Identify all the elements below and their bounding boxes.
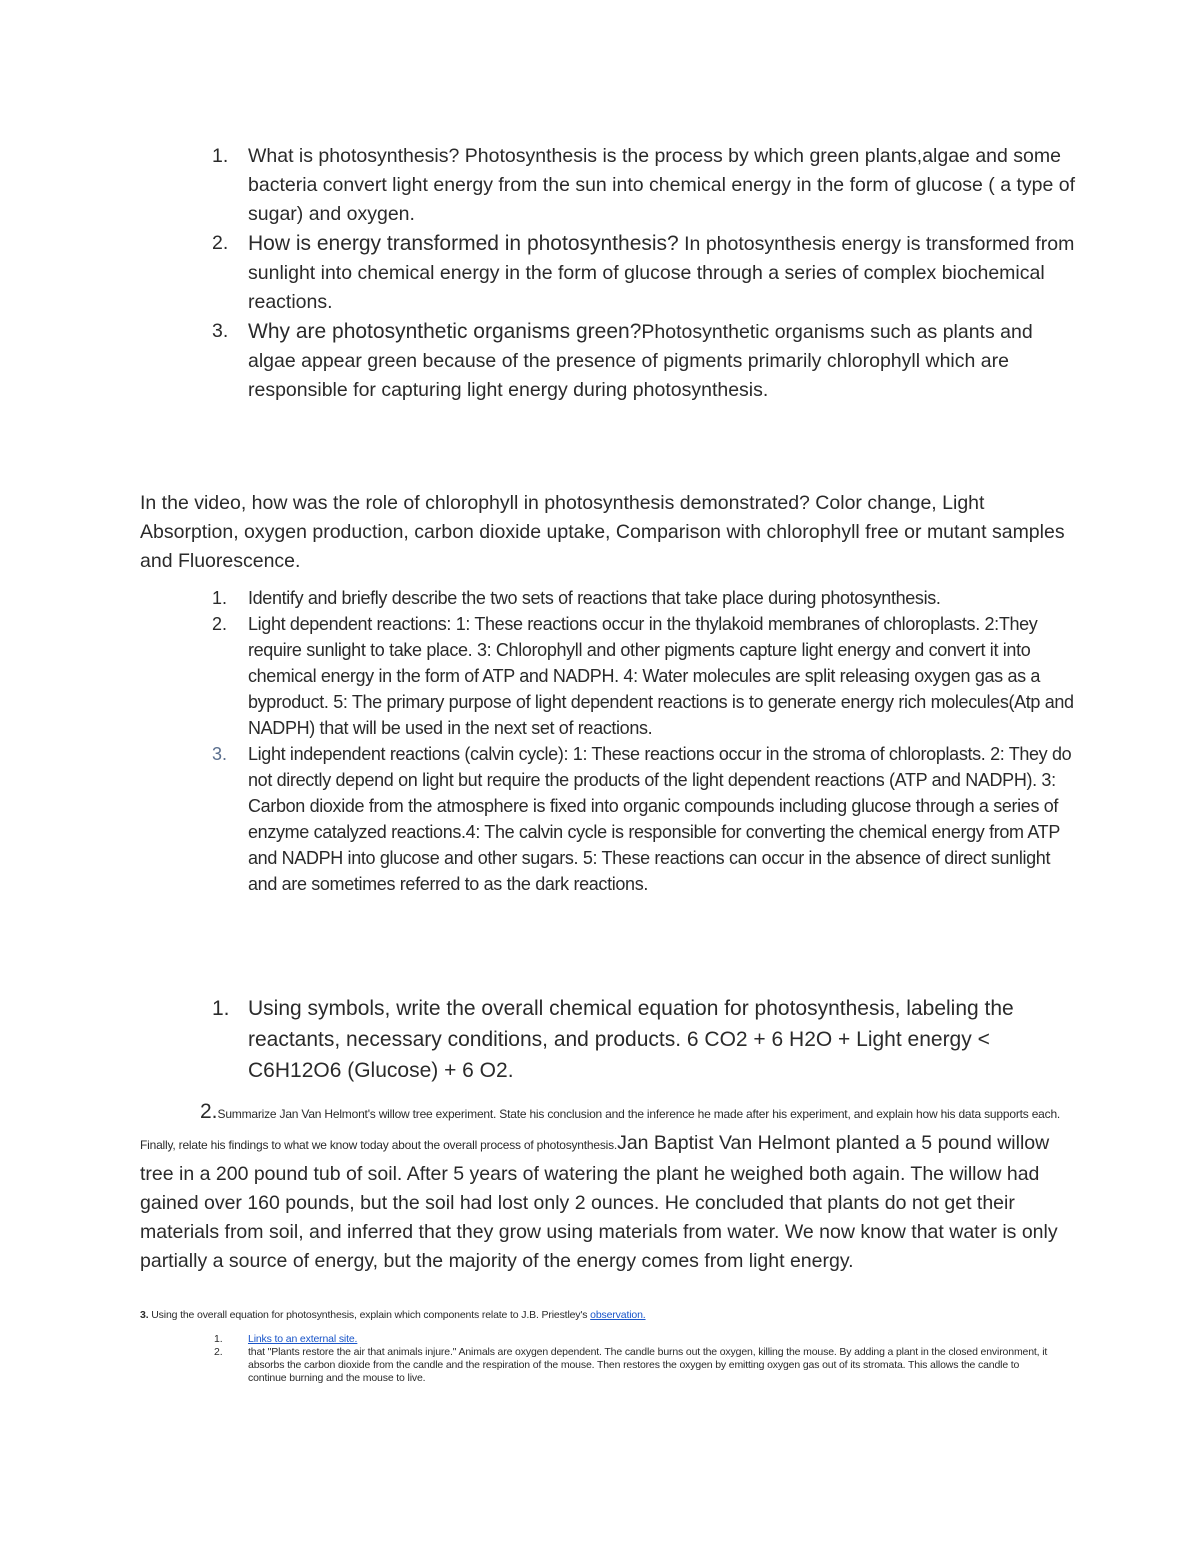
priestley-list [140,1333,1060,1385]
list-item [140,585,1080,611]
photosynthesis-questions-list [140,142,1080,405]
priestley-question-text: Using the overall equation for photosynthesis, explain which components relate to J.B. Priestley's [148,1309,591,1321]
list-item [140,611,1080,741]
list-item [140,741,1080,897]
question-text: How is energy transformed in photosynthesis? [248,232,679,255]
priestley-question [140,1307,1080,1323]
video-question-paragraph: In the video, how was the role of chlorophyll in photosynthesis demonstrated? Color change, Light Absorption, oxygen production, carbon dioxide uptake, Comparison with chlorophyll free or mutant samples and Fluorescence. [140,492,1065,572]
helmont-question: Summarize Jan Van Helmont's willow tree experiment. State his conclusion and the inference he made after his experiment, and explain how his data supports each. Finally, relate his findings to what we know today about the overall process of photosynthesis. [140,1107,1061,1152]
list-item [140,317,1080,405]
helmont-answer: Jan Baptist Van Helmont planted a 5 pound willow tree in a 200 pound tub of soil. After 5 years of watering the plant he weighed both again. The willow had gained over 160 pounds, but the soil had lost only 2 ounces. He concluded that plants do not get their materials from soil, and inferred that they grow using materials from water. We now know that water is only partially a source of energy, but the majority of the energy comes from light energy. [140,1132,1058,1272]
list-item [140,1333,1060,1346]
list-number: 1. [212,145,229,167]
list-item-text: Light dependent reactions: 1: These reactions occur in the thylakoid membranes of chloroplasts. 2:They require sunlight to take place. 3: Chlorophyll and other pigments capture light energy and convert it into chemical energy in the form of ATP and NADPH. 4: Water molecules are split releasing oxygen gas as a byproduct. 5: The primary purpose of light dependent reactions is to generate energy rich molecules(Atp and NADPH) that will be used in the next set of reactions. [248,614,1074,738]
list-item-text: Identify and briefly describe the two sets of reactions that take place during photosynthesis. [248,588,941,608]
list-item [140,1346,1060,1385]
answer-text: Photosynthetic organisms such as plants and algae appear green because of the presence of pigments primarily chlorophyll which are responsible for capturing light energy during photosynthesis. [248,321,1033,401]
equation-list [140,993,1080,1086]
list-number: 3. [212,320,229,342]
list-item-text: Light independent reactions (calvin cycle): 1: These reactions occur in the stroma of chloroplasts. 2: They do not directly depend on light but require the products of the light dependent reactions (ATP and NADPH). 3: Carbon dioxide from the atmosphere is fixed into organic compounds including glucose through a series of enzyme catalyzed reactions.4: The calvin cycle is responsible for converting the chemical energy from ATP and NADPH into glucose and other sugars. 5: These reactions can occur in the absence of direct sunlight and are sometimes referred to as the dark reactions. [248,744,1072,894]
list-item-text: that "Plants restore the air that animals injure." Animals are oxygen dependent. The candle burns out the oxygen, killing the mouse. By adding a plant in the closed environment, it absorbs the carbon dioxide from the candle and the respiration of the mouse. Then restores the oxygen by emitting oxygen gas out of its stromata. This allows the candle to continue burning and the mouse to live. [248,1346,1048,1384]
reactions-list [140,585,1080,897]
helmont-paragraph [140,1097,1080,1276]
list-item [140,229,1080,317]
list-item [140,142,1080,229]
list-number: 1. [212,588,228,608]
list-number: 1. [214,1333,223,1345]
external-site-link[interactable]: Links to an external site. [248,1333,358,1345]
answer-text: Photosynthesis is the process by which green plants,algae and some bacteria convert light energy from the sun into chemical energy in the form of glucose ( a type of sugar) and oxygen. [248,145,1076,225]
list-number: 2. [212,232,229,254]
question-text: Why are photosynthetic organisms green? [248,320,642,343]
question-text: What is photosynthesis? [248,145,460,167]
paragraph-number: 2. [200,1100,218,1123]
list-number: 1. [212,997,230,1020]
list-item-text: Using symbols, write the overall chemical equation for photosynthesis, labeling the reactants, necessary conditions, and products. 6 CO2 + 6 H2O + Light energy < C6H12O6 (Glucose) + 6 O2. [248,997,1014,1082]
paragraph-number: 3. [140,1309,149,1321]
list-item [140,993,1080,1086]
observation-link[interactable]: observation. [590,1309,646,1321]
list-number: 3. [212,744,228,764]
answer-text: In photosynthesis energy is transformed from sunlight into chemical energy in the form of glucose through a series of complex biochemical reactions. [248,233,1075,313]
list-number: 2. [214,1346,223,1358]
list-number: 2. [212,614,228,634]
